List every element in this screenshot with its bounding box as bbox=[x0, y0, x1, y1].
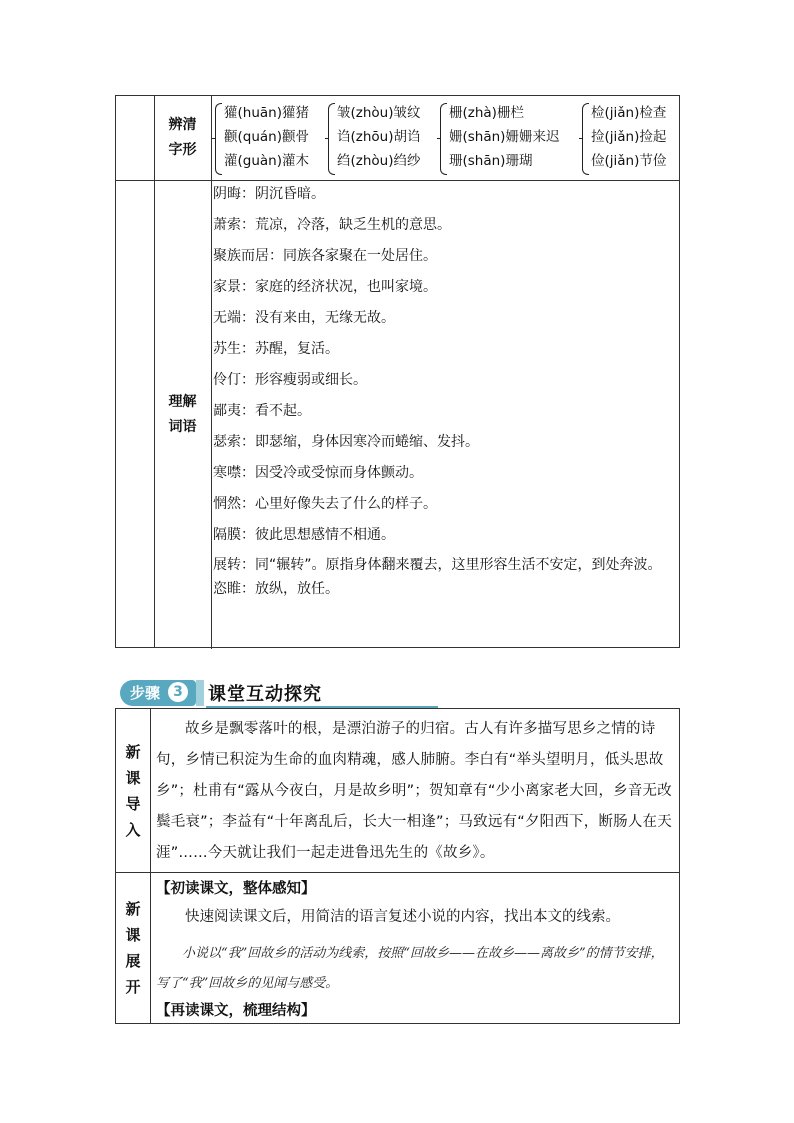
definition-item: 寒噤：因受冷或受惊而身体颤动。 bbox=[213, 465, 423, 481]
definition-item: 鄙夷：看不起。 bbox=[213, 403, 311, 419]
character-group: 栅(zhà)栅栏 姗(shān)姗姗来迟 珊(shān)珊瑚 bbox=[440, 103, 580, 175]
character-group: 獾(huān)獾猪 颧(quán)颧骨 灌(guàn)灌木 bbox=[215, 103, 327, 175]
brace-icon bbox=[582, 103, 589, 175]
definition-item: 家景：家庭的经济状况，也叫家境。 bbox=[213, 279, 437, 295]
label-understand-words: 理解 词语 bbox=[154, 181, 212, 649]
label-new-lesson-intro: 新 课 导 入 bbox=[125, 742, 141, 839]
step-pill-tail bbox=[196, 680, 204, 706]
lesson-table bbox=[115, 708, 680, 1024]
section-heading: 【初读课文，整体感知】 bbox=[156, 881, 316, 897]
definition-item: 阴晦：阴沉昏暗。 bbox=[213, 186, 325, 202]
step-header bbox=[120, 680, 336, 706]
task-text: 快速阅读课文后，用简洁的语言复述小说的内容，找出本文的线索。 bbox=[185, 909, 620, 925]
definition-item: 瑟索：即瑟缩，身体因寒冷而蜷缩、发抖。 bbox=[213, 434, 479, 450]
definition-item: 恣睢：放纵，放任。 bbox=[213, 581, 339, 597]
character-groups bbox=[215, 99, 677, 179]
vocabulary-table-blank-column bbox=[116, 96, 155, 647]
intro-paragraph: 故乡是飘零落叶的根，是漂泊游子的归宿。古人有许多描写思乡之情的诗句，乡情已积淀为生命的血肉精魂，感人肺腑。李白有“举头望明月，低头思故乡”；杜甫有“露从今夜白，月是故乡明”；贺知章有“少小离家老大回，乡音无改鬓毛衰”；李益有“十年离乱后，长大一相逢”；马致远有“夕阳西下，断肠人在天涯”……今天就让我们一起走进鲁迅先生的《故乡》。 bbox=[156, 721, 672, 861]
answer-text: 小说以“我”回故乡的活动为线索，按照“回故乡——在故乡——离故乡”的情节安排，写了“我”回故乡的见闻与感受。 bbox=[156, 946, 664, 991]
step-pill-label: 步骤 bbox=[130, 684, 161, 702]
definition-item: 惘然：心里好像失去了什么的样子。 bbox=[213, 496, 437, 512]
section-heading: 【再读课文，梳理结构】 bbox=[156, 1003, 316, 1019]
brace-icon bbox=[215, 103, 222, 175]
brace-icon bbox=[440, 103, 447, 175]
character-group: 皱(zhòu)皱纹 诌(zhōu)胡诌 绉(zhòu)绉纱 bbox=[328, 103, 438, 175]
word-definitions bbox=[213, 184, 678, 610]
step-number-badge: 3 bbox=[168, 682, 188, 702]
character-group: 检(jiǎn)检查 捡(jiǎn)捡起 俭(jiǎn)节俭 bbox=[582, 103, 677, 175]
vocabulary-table bbox=[115, 95, 680, 648]
row-divider bbox=[116, 872, 679, 873]
definition-item: 聚族而居：同族各家聚在一处居住。 bbox=[213, 248, 437, 264]
label-new-lesson-expand: 新 课 展 开 bbox=[125, 900, 141, 996]
definition-item: 隔膜：彼此思想感情不相通。 bbox=[213, 527, 395, 543]
label-distinguish-characters: 辨清 字形 bbox=[154, 96, 212, 180]
definition-item: 萧索：荒凉，冷落，缺乏生机的意思。 bbox=[213, 217, 451, 233]
brace-icon bbox=[328, 103, 335, 175]
definition-item: 苏生：苏醒，复活。 bbox=[213, 341, 339, 357]
definition-item: 无端：没有来由，无缘无故。 bbox=[213, 310, 395, 326]
definition-item: 伶仃：形容瘦弱或细长。 bbox=[213, 372, 367, 388]
definition-item: 展转：同“辗转”。原指身体翻来覆去，这里形容生活不安定，到处奔波。 bbox=[213, 557, 662, 573]
step-title: 课堂互动探究 bbox=[208, 684, 322, 705]
